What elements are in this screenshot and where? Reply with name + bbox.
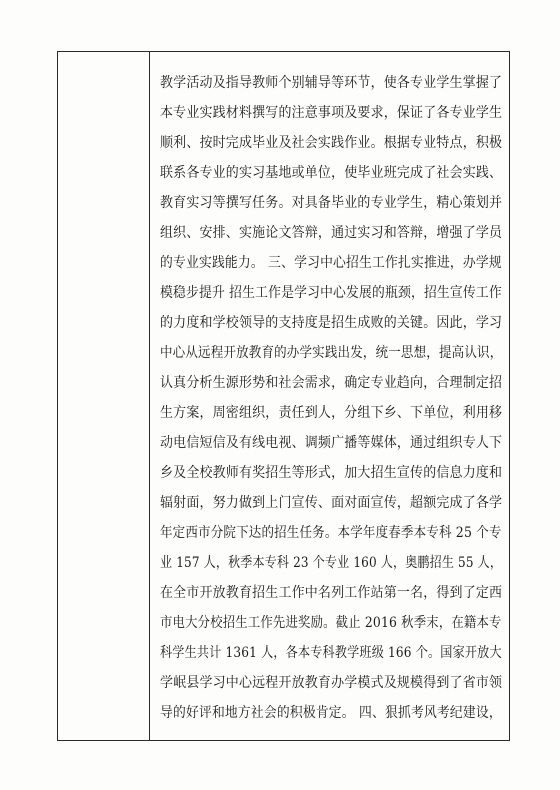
text-line: 本专业实践材料撰写的注意事项及要求，保证了各专业学生	[160, 105, 503, 121]
text-line: 业 157 人，秋季本专科 23 个专业 160 人，奥鹏招生 55 人，	[160, 555, 503, 571]
text-line: 教育实习等撰写任务。对具备毕业的专业学生，精心策划并	[160, 195, 503, 211]
text-line: 的力度和学校领导的支持度是招生成败的关键。因此，学习	[160, 315, 503, 331]
text-line: 导的好评和地方社会的积极肯定。 四、狠抓考风考纪建设，	[160, 705, 502, 721]
text-line: 乡及全校教师有奖招生等形式，加大招生宣传的信息力度和	[160, 465, 503, 481]
text-line: 科学生共计 1361 人，各本专科教学班级 166 个。国家开放大	[160, 645, 502, 661]
text-line: 年定西市分院下达的招生任务。本学年度春季本专科 25 个专	[160, 525, 502, 541]
text-line: 生方案，周密组织，责任到人，分组下乡、下单位，利用移	[160, 405, 503, 421]
text-line: 市电大分校招生工作先进奖励。截止 2016 秋季末，在籍本专	[160, 615, 502, 631]
text-line: 模稳步提升 招生工作是学习中心发展的瓶颈，招生宣传工作	[160, 285, 502, 301]
text-line: 联系各专业的实习基地或单位，使毕业班完成了社会实践、	[160, 165, 503, 181]
column-divider	[149, 51, 150, 741]
text-line: 顺利、按时完成毕业及社会实践作业。根据专业特点，积极	[160, 135, 503, 151]
text-line: 认真分析生源形势和社会需求，确定专业趋向，合理制定招	[160, 375, 503, 391]
text-line: 在全市开放教育招生工作中名列工作站第一名，得到了定西	[160, 585, 503, 601]
text-line: 动电信短信及有线电视、调频广播等媒体，通过组织专人下	[160, 435, 503, 451]
text-line: 组织、安排、实施论文答辩，通过实习和答辩，增强了学员	[160, 225, 503, 241]
text-line: 教学活动及指导教师个别辅导等环节，使各专业学生掌握了	[160, 75, 503, 91]
text-line: 的专业实践能力。 三、学习中心招生工作扎实推进，办学规	[160, 255, 502, 271]
text-line: 辐射面，努力做到上门宣传、面对面宣传，超额完成了各学	[160, 495, 503, 511]
text-line: 学岷县学习中心远程开放教育办学模式及规模得到了省市领	[160, 675, 503, 691]
content-cell	[160, 72, 504, 737]
text-line: 中心从远程开放教育的办学实践出发，统一思想，提高认识，	[160, 345, 503, 361]
